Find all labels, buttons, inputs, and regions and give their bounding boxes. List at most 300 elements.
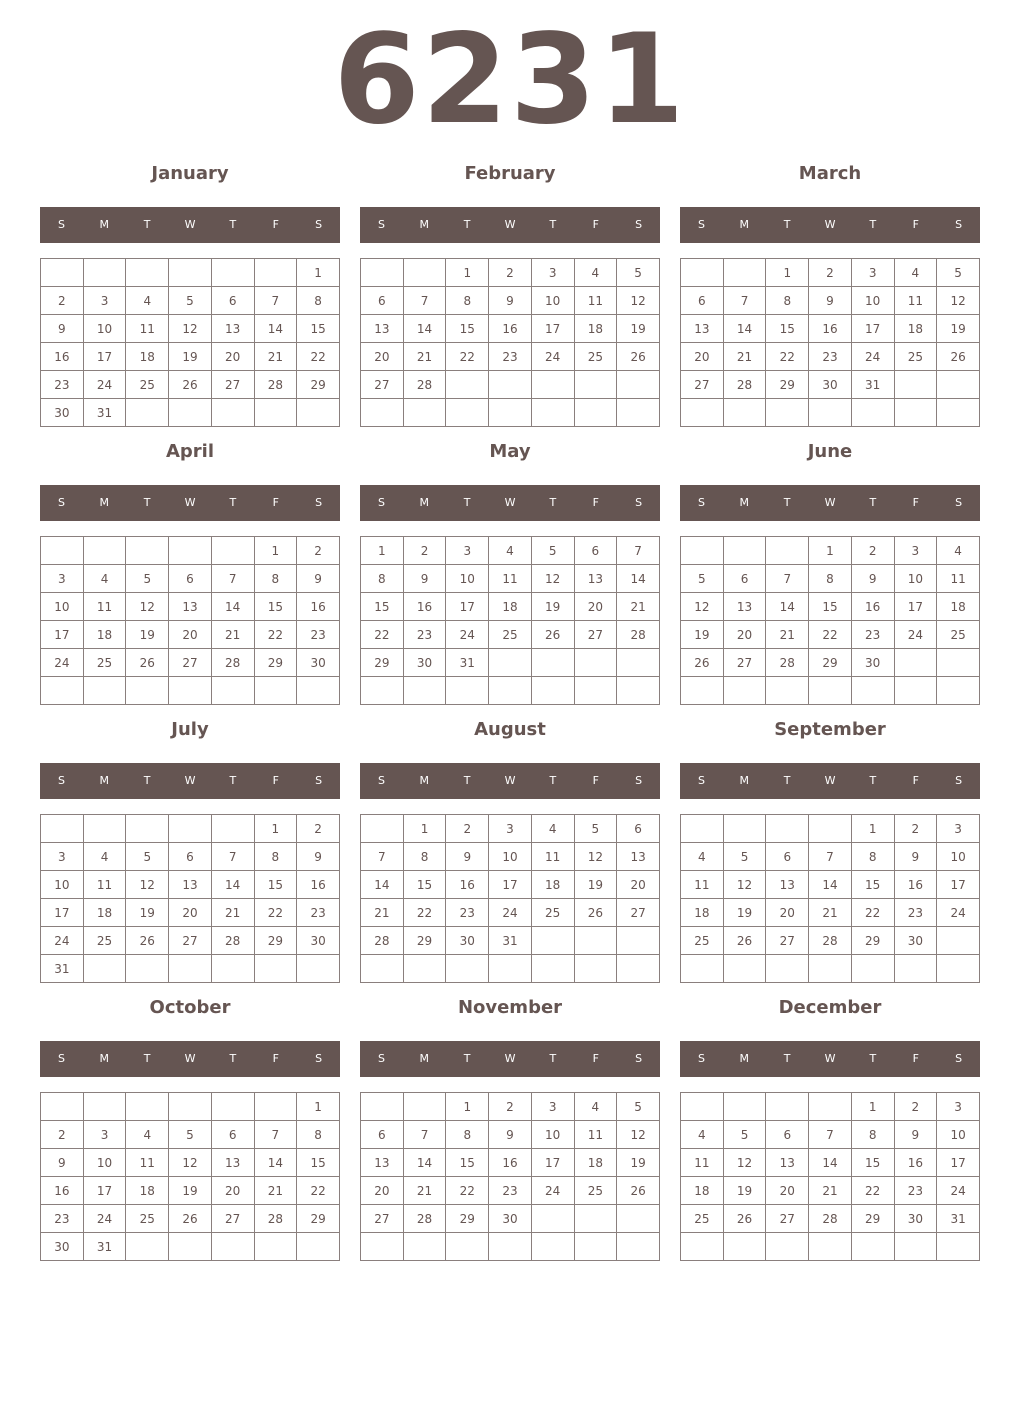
day-cell: 23 — [41, 1205, 84, 1233]
day-cell: 22 — [297, 1177, 340, 1205]
weekday-label: M — [99, 218, 110, 231]
day-cell: 29 — [446, 1205, 489, 1233]
day-cell: 29 — [403, 927, 446, 955]
weekday-label: M — [99, 774, 110, 787]
weekday-label: F — [592, 774, 599, 787]
week-row — [361, 565, 660, 593]
week-row — [361, 259, 660, 287]
weekday-label: T — [549, 218, 557, 231]
day-cell: 9 — [297, 843, 340, 871]
week-row — [361, 399, 660, 427]
day-cell: 17 — [83, 1177, 126, 1205]
day-cell: 22 — [809, 621, 852, 649]
day-cell: 12 — [723, 871, 766, 899]
empty-day-cell — [574, 649, 617, 677]
week-row — [681, 899, 980, 927]
day-cell: 30 — [446, 927, 489, 955]
day-cell: 31 — [41, 955, 84, 983]
day-cell: 13 — [361, 315, 404, 343]
day-cell: 27 — [211, 371, 254, 399]
day-cell: 14 — [361, 871, 404, 899]
day-cell: 7 — [361, 843, 404, 871]
weekday-label: T — [229, 1052, 237, 1065]
day-grid — [40, 1092, 340, 1261]
day-cell: 31 — [937, 1205, 980, 1233]
day-cell: 9 — [403, 565, 446, 593]
day-cell: 3 — [83, 1121, 126, 1149]
day-cell: 28 — [809, 1205, 852, 1233]
day-cell: 5 — [574, 815, 617, 843]
day-cell: 20 — [766, 899, 809, 927]
day-cell: 3 — [937, 1093, 980, 1121]
empty-day-cell — [617, 927, 660, 955]
week-row — [681, 871, 980, 899]
empty-day-cell — [169, 1093, 212, 1121]
week-row — [681, 1093, 980, 1121]
day-cell: 20 — [211, 343, 254, 371]
day-cell: 18 — [531, 871, 574, 899]
weekday-label: S — [697, 1052, 705, 1065]
empty-day-cell — [254, 955, 297, 983]
day-cell: 20 — [574, 593, 617, 621]
empty-day-cell — [254, 399, 297, 427]
weekday-label: F — [272, 774, 279, 787]
empty-day-cell — [617, 955, 660, 983]
empty-day-cell — [809, 399, 852, 427]
day-cell: 22 — [254, 621, 297, 649]
day-cell: 17 — [83, 343, 126, 371]
day-cell: 25 — [83, 649, 126, 677]
day-cell: 4 — [531, 815, 574, 843]
day-cell: 24 — [937, 1177, 980, 1205]
day-cell: 11 — [83, 871, 126, 899]
day-cell: 26 — [126, 649, 169, 677]
day-cell: 22 — [446, 1177, 489, 1205]
weekday-label: W — [824, 774, 836, 787]
week-row — [681, 621, 980, 649]
weekday-label: S — [635, 496, 643, 509]
day-cell: 11 — [574, 287, 617, 315]
weekday-label: W — [824, 218, 836, 231]
empty-day-cell — [41, 815, 84, 843]
day-cell: 30 — [489, 1205, 532, 1233]
day-cell: 26 — [126, 927, 169, 955]
empty-day-cell — [531, 649, 574, 677]
day-cell: 19 — [169, 1177, 212, 1205]
week-row — [681, 815, 980, 843]
day-cell: 21 — [403, 343, 446, 371]
week-row — [361, 343, 660, 371]
day-cell: 12 — [723, 1149, 766, 1177]
weekday-label: S — [697, 774, 705, 787]
day-cell: 16 — [41, 1177, 84, 1205]
empty-day-cell — [574, 677, 617, 705]
empty-day-cell — [617, 371, 660, 399]
day-cell: 18 — [126, 1177, 169, 1205]
day-cell: 27 — [361, 1205, 404, 1233]
weekday-label: T — [869, 1052, 877, 1065]
empty-day-cell — [403, 259, 446, 287]
day-cell: 7 — [809, 1121, 852, 1149]
day-cell: 8 — [766, 287, 809, 315]
weekday-header — [680, 763, 980, 799]
weekday-label: T — [143, 218, 151, 231]
week-row — [361, 649, 660, 677]
day-cell: 2 — [809, 259, 852, 287]
day-cell: 15 — [766, 315, 809, 343]
week-row — [681, 343, 980, 371]
week-row — [41, 343, 340, 371]
weekday-label: F — [592, 1052, 599, 1065]
week-row — [41, 621, 340, 649]
day-cell: 5 — [126, 565, 169, 593]
weekday-label: F — [592, 218, 599, 231]
day-grid — [680, 258, 980, 427]
weekday-label: W — [504, 774, 516, 787]
empty-day-cell — [766, 399, 809, 427]
empty-day-cell — [83, 259, 126, 287]
day-cell: 2 — [894, 815, 937, 843]
day-cell: 21 — [809, 1177, 852, 1205]
day-cell: 26 — [617, 1177, 660, 1205]
day-grid — [360, 536, 660, 705]
weekday-label: S — [57, 218, 65, 231]
weekday-label: S — [955, 496, 963, 509]
day-cell: 11 — [894, 287, 937, 315]
weekday-label: M — [419, 218, 430, 231]
day-cell: 22 — [851, 1177, 894, 1205]
weekday-label: S — [377, 774, 385, 787]
weekday-label: S — [635, 774, 643, 787]
day-cell: 3 — [41, 565, 84, 593]
week-row — [41, 1149, 340, 1177]
empty-day-cell — [41, 677, 84, 705]
week-row — [361, 593, 660, 621]
empty-day-cell — [83, 955, 126, 983]
weekday-header — [360, 485, 660, 521]
day-cell: 24 — [851, 343, 894, 371]
weekday-label: S — [57, 774, 65, 787]
empty-day-cell — [809, 1093, 852, 1121]
day-cell: 7 — [809, 843, 852, 871]
empty-day-cell — [937, 927, 980, 955]
weekday-label: M — [739, 774, 750, 787]
day-cell: 10 — [937, 1121, 980, 1149]
weekday-label: S — [57, 496, 65, 509]
weekday-label: W — [824, 1052, 836, 1065]
day-cell: 5 — [169, 1121, 212, 1149]
weekday-label: W — [184, 1052, 196, 1065]
day-cell: 6 — [169, 843, 212, 871]
week-row — [361, 315, 660, 343]
empty-day-cell — [126, 677, 169, 705]
weekday-label: F — [592, 496, 599, 509]
day-cell: 14 — [254, 315, 297, 343]
empty-day-cell — [531, 927, 574, 955]
empty-day-cell — [723, 537, 766, 565]
day-cell: 12 — [617, 1121, 660, 1149]
day-cell: 30 — [894, 1205, 937, 1233]
day-cell: 22 — [254, 899, 297, 927]
week-row — [41, 371, 340, 399]
day-cell: 1 — [403, 815, 446, 843]
day-cell: 26 — [169, 1205, 212, 1233]
day-cell: 15 — [851, 871, 894, 899]
empty-day-cell — [937, 371, 980, 399]
day-cell: 21 — [403, 1177, 446, 1205]
weekday-label: S — [377, 496, 385, 509]
empty-day-cell — [297, 677, 340, 705]
day-cell: 2 — [297, 815, 340, 843]
weekday-label: S — [315, 218, 323, 231]
empty-day-cell — [446, 1233, 489, 1261]
day-cell: 9 — [809, 287, 852, 315]
day-cell: 30 — [41, 1233, 84, 1261]
day-cell: 28 — [403, 371, 446, 399]
empty-day-cell — [446, 399, 489, 427]
empty-day-cell — [894, 955, 937, 983]
day-cell: 16 — [489, 1149, 532, 1177]
weekday-label: W — [504, 496, 516, 509]
day-cell: 8 — [297, 1121, 340, 1149]
day-cell: 7 — [766, 565, 809, 593]
empty-day-cell — [937, 955, 980, 983]
day-cell: 12 — [574, 843, 617, 871]
empty-day-cell — [41, 259, 84, 287]
empty-day-cell — [83, 537, 126, 565]
day-cell: 11 — [681, 871, 724, 899]
day-cell: 26 — [617, 343, 660, 371]
day-cell: 17 — [489, 871, 532, 899]
day-cell: 24 — [489, 899, 532, 927]
month-name: October — [149, 997, 231, 1018]
day-cell: 16 — [403, 593, 446, 621]
day-cell: 14 — [403, 315, 446, 343]
week-row — [41, 565, 340, 593]
day-cell: 8 — [297, 287, 340, 315]
empty-day-cell — [254, 677, 297, 705]
empty-day-cell — [766, 955, 809, 983]
day-cell: 3 — [41, 843, 84, 871]
empty-day-cell — [723, 815, 766, 843]
empty-day-cell — [723, 259, 766, 287]
day-cell: 6 — [211, 287, 254, 315]
weekday-label: M — [739, 496, 750, 509]
weekday-label: T — [463, 496, 471, 509]
empty-day-cell — [681, 1233, 724, 1261]
empty-day-cell — [361, 259, 404, 287]
empty-day-cell — [403, 677, 446, 705]
day-cell: 8 — [446, 287, 489, 315]
day-cell: 28 — [254, 1205, 297, 1233]
day-cell: 29 — [361, 649, 404, 677]
day-cell: 1 — [361, 537, 404, 565]
week-row — [681, 259, 980, 287]
day-cell: 14 — [254, 1149, 297, 1177]
year-title: 6231 — [333, 8, 687, 152]
day-cell: 29 — [851, 1205, 894, 1233]
day-cell: 21 — [723, 343, 766, 371]
day-cell: 16 — [446, 871, 489, 899]
day-cell: 11 — [574, 1121, 617, 1149]
day-cell: 20 — [723, 621, 766, 649]
week-row — [681, 843, 980, 871]
day-cell: 22 — [361, 621, 404, 649]
week-row — [41, 593, 340, 621]
day-cell: 2 — [489, 259, 532, 287]
day-cell: 24 — [41, 927, 84, 955]
weekday-label: T — [229, 774, 237, 787]
day-cell: 2 — [446, 815, 489, 843]
day-cell: 28 — [254, 371, 297, 399]
empty-day-cell — [894, 677, 937, 705]
empty-day-cell — [937, 1233, 980, 1261]
day-cell: 21 — [254, 343, 297, 371]
weekday-label: T — [783, 774, 791, 787]
day-cell: 2 — [41, 287, 84, 315]
week-row — [41, 899, 340, 927]
day-cell: 14 — [211, 871, 254, 899]
day-cell: 5 — [681, 565, 724, 593]
week-row — [41, 1177, 340, 1205]
empty-day-cell — [126, 259, 169, 287]
day-cell: 19 — [126, 621, 169, 649]
month-name: February — [464, 163, 556, 184]
empty-day-cell — [894, 371, 937, 399]
day-cell: 10 — [41, 593, 84, 621]
month-name: May — [489, 441, 531, 462]
week-row — [361, 1149, 660, 1177]
empty-day-cell — [681, 677, 724, 705]
day-cell: 6 — [766, 843, 809, 871]
day-cell: 4 — [574, 259, 617, 287]
day-cell: 9 — [489, 1121, 532, 1149]
day-cell: 13 — [681, 315, 724, 343]
empty-day-cell — [126, 815, 169, 843]
day-cell: 24 — [83, 1205, 126, 1233]
week-row — [681, 1205, 980, 1233]
day-cell: 18 — [894, 315, 937, 343]
weekday-label: T — [229, 496, 237, 509]
day-cell: 25 — [126, 1205, 169, 1233]
day-cell: 19 — [723, 899, 766, 927]
day-cell: 16 — [297, 871, 340, 899]
empty-day-cell — [297, 955, 340, 983]
weekday-label: T — [783, 496, 791, 509]
weekday-label: M — [419, 496, 430, 509]
week-row — [681, 565, 980, 593]
weekday-label: F — [272, 218, 279, 231]
empty-day-cell — [894, 649, 937, 677]
day-cell: 28 — [211, 927, 254, 955]
week-row — [681, 371, 980, 399]
day-cell: 30 — [41, 399, 84, 427]
day-cell: 18 — [681, 1177, 724, 1205]
week-row — [41, 677, 340, 705]
month-name: January — [151, 163, 229, 184]
week-row — [361, 371, 660, 399]
day-cell: 31 — [489, 927, 532, 955]
day-cell: 20 — [617, 871, 660, 899]
day-cell: 27 — [766, 1205, 809, 1233]
empty-day-cell — [851, 1233, 894, 1261]
day-cell: 7 — [211, 843, 254, 871]
day-cell: 27 — [723, 649, 766, 677]
day-cell: 6 — [361, 287, 404, 315]
day-cell: 22 — [766, 343, 809, 371]
week-row — [681, 927, 980, 955]
empty-day-cell — [126, 955, 169, 983]
week-row — [361, 871, 660, 899]
empty-day-cell — [126, 399, 169, 427]
week-row — [361, 1205, 660, 1233]
weekday-label: S — [315, 1052, 323, 1065]
week-row — [681, 1121, 980, 1149]
weekday-label: T — [549, 774, 557, 787]
day-cell: 21 — [211, 621, 254, 649]
week-row — [681, 593, 980, 621]
day-cell: 10 — [894, 565, 937, 593]
weekday-header — [40, 485, 340, 521]
empty-day-cell — [937, 649, 980, 677]
day-cell: 24 — [83, 371, 126, 399]
day-cell: 31 — [83, 399, 126, 427]
empty-day-cell — [489, 649, 532, 677]
empty-day-cell — [489, 955, 532, 983]
weekday-label: T — [143, 496, 151, 509]
day-cell: 28 — [403, 1205, 446, 1233]
day-cell: 3 — [894, 537, 937, 565]
day-cell: 16 — [809, 315, 852, 343]
day-cell: 3 — [937, 815, 980, 843]
empty-day-cell — [361, 1093, 404, 1121]
weekday-label: S — [57, 1052, 65, 1065]
week-row — [361, 677, 660, 705]
empty-day-cell — [169, 677, 212, 705]
empty-day-cell — [531, 955, 574, 983]
day-cell: 14 — [809, 1149, 852, 1177]
weekday-label: S — [697, 496, 705, 509]
week-row — [361, 621, 660, 649]
day-cell: 6 — [211, 1121, 254, 1149]
day-cell: 27 — [574, 621, 617, 649]
day-cell: 18 — [574, 315, 617, 343]
day-cell: 24 — [937, 899, 980, 927]
day-cell: 6 — [766, 1121, 809, 1149]
day-cell: 5 — [617, 259, 660, 287]
day-cell: 19 — [126, 899, 169, 927]
empty-day-cell — [617, 677, 660, 705]
day-cell: 2 — [851, 537, 894, 565]
day-cell: 23 — [894, 1177, 937, 1205]
empty-day-cell — [766, 1093, 809, 1121]
empty-day-cell — [361, 955, 404, 983]
day-cell: 23 — [809, 343, 852, 371]
week-row — [681, 1177, 980, 1205]
weekday-label: T — [549, 496, 557, 509]
day-cell: 23 — [851, 621, 894, 649]
day-cell: 6 — [361, 1121, 404, 1149]
day-cell: 11 — [937, 565, 980, 593]
week-row — [41, 815, 340, 843]
day-cell: 29 — [809, 649, 852, 677]
day-cell: 29 — [766, 371, 809, 399]
day-cell: 4 — [83, 565, 126, 593]
day-cell: 25 — [574, 1177, 617, 1205]
week-row — [361, 927, 660, 955]
day-cell: 27 — [681, 371, 724, 399]
day-cell: 8 — [361, 565, 404, 593]
